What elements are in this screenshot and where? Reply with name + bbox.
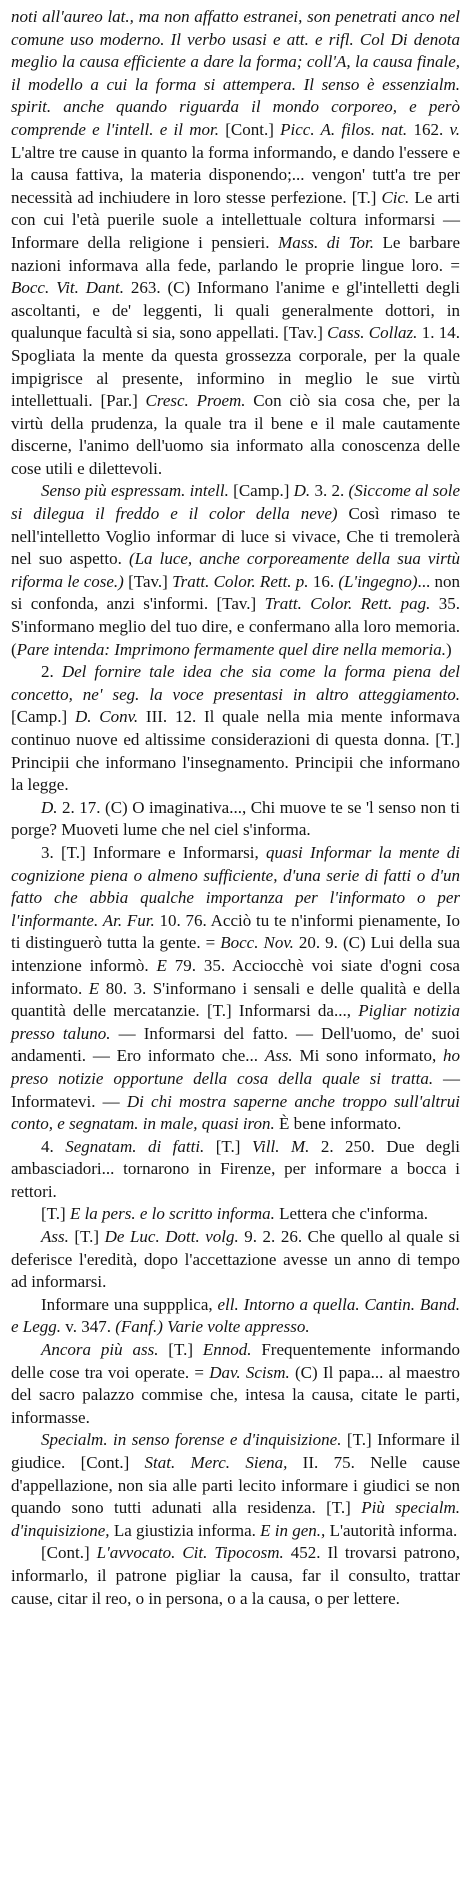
- body-text: [T.]: [204, 1136, 252, 1156]
- body-text: Frequentemente informando delle cose tra voi operate. =: [11, 1340, 461, 1382]
- italic-text: Bocc. Nov.: [220, 933, 294, 953]
- italic-text: Bocc. Vit. Dant.: [11, 278, 125, 298]
- entry-paragraph: [11, 842, 460, 1136]
- body-text: 9. 2. 26. Che quello al quale si deferisce l'eredità, dopo l'accettazione avesse un anno di tempo ad informarsi.: [11, 1227, 460, 1292]
- italic-text: v.: [449, 119, 460, 139]
- body-text: II. 75. Nelle cause d'appellazione, non sia alle parti lecito informare i giudici se non quando sono tutti adunati alla residenza. [T.]: [11, 1453, 461, 1518]
- body-text: Informare una suppplica,: [41, 1294, 218, 1314]
- italic-text: (Siccome al sole si dilegua il freddo e il color della neve): [11, 481, 461, 524]
- entry-paragraph: [11, 1203, 460, 1226]
- entry-paragraph: [11, 480, 460, 661]
- italic-text: Cic.: [381, 187, 410, 207]
- body-text: [Cont.]: [219, 119, 281, 139]
- body-text: 4.: [41, 1136, 66, 1156]
- italic-text: Segnatam. di fatti.: [65, 1136, 205, 1156]
- body-text: — Informarsi del fatto. — Dell'uomo, de' suoi andamenti. — Ero informato che...: [11, 1023, 460, 1066]
- body-text: 3. 2.: [310, 481, 349, 501]
- body-text: 20. 9. (C) Lui della sua intenzione informò.: [11, 933, 460, 975]
- body-text: Mi sono informato,: [292, 1046, 443, 1066]
- italic-text: Cass. Collaz.: [327, 323, 418, 343]
- body-text: 263. (C) Informano l'anime e gl'intelletti degli ascoltanti, e de' leggenti, li quali generalmente dottori, in qualunque facultà si sia, sono appellati. [Tav.]: [11, 278, 460, 343]
- entry-paragraph: [11, 1542, 460, 1610]
- italic-text: E: [156, 955, 167, 975]
- italic-text: Specialm. in senso forense e d'inquisizione.: [41, 1430, 342, 1450]
- body-text: [T.]: [158, 1340, 203, 1360]
- italic-text: Ancora più ass.: [41, 1340, 159, 1360]
- italic-text: Ennod.: [202, 1340, 252, 1360]
- body-text: 79. 35. Acciocchè voi siate d'ogni cosa informato.: [11, 955, 460, 998]
- body-text: [T.] Informare il giudice. [Cont.]: [11, 1430, 460, 1472]
- body-text: [Camp.]: [11, 707, 75, 727]
- body-text: ): [446, 639, 452, 659]
- italic-text: E in gen.,: [260, 1520, 326, 1540]
- body-text: 2.: [41, 662, 62, 682]
- body-text: [T.]: [41, 1204, 70, 1224]
- entry-paragraph: [11, 6, 460, 480]
- body-text: v. 347.: [61, 1317, 116, 1337]
- italic-text: Senso più espressam. intell.: [41, 481, 229, 501]
- body-text: 35. S'informano meglio del tuo dire, e confermano alla loro memoria. (: [11, 594, 461, 659]
- body-text: 80. 3. S'informano i sensali e delle qualità e della quantità delle mercatanzie. [T.] Informarsi da...,: [11, 978, 460, 1021]
- italic-text: noti all'aureo lat., ma non affatto estranei, son penetrati anco nel comune uso moderno. Il verbo usasi e att. e rifl. Col Di denota meglio la causa efficiente a dare la forma; coll'A, la causa finale, il modello a cui la forma si attempera. Il senso è essenzialm. spirit. anche quando riguarda il mondo corporeo, e però comprende e l'intell. e il mor.: [11, 7, 460, 139]
- body-text: 16.: [308, 571, 339, 591]
- entry-paragraph: [11, 1136, 460, 1204]
- italic-text: Ass.: [264, 1046, 293, 1066]
- italic-text: Mass. di Tor.: [278, 232, 374, 252]
- entry-paragraph: [11, 1429, 460, 1542]
- body-text: [Cont.]: [41, 1543, 97, 1563]
- italic-text: Del fornire tale idea che sia come la forma piena del concetto, ne' seg. la voce presentasi in altro atteggiamento.: [11, 662, 460, 704]
- entry-paragraph: [11, 797, 460, 842]
- body-text: 2. 17. (C) O imaginativa..., Chi muove te se 'l senso non ti porge? Muoveti lume che nel ciel s'informa.: [11, 797, 460, 840]
- italic-text: L'avvocato. Cit. Tipocosm.: [96, 1543, 284, 1563]
- body-text: 162.: [407, 119, 450, 139]
- body-text: (C) Il papa... al maestro del sacro palazzo commise che, intesa la causa, citate le parti, informasse.: [11, 1362, 460, 1427]
- body-text: [Tav.]: [123, 571, 173, 591]
- body-text: Così rimaso te nell'intelletto Voglio informar di luce si vivace, Che ti tremolerà nel suo aspetto.: [11, 504, 460, 569]
- entry-paragraph: [11, 661, 460, 797]
- body-text: L'altre tre cause in quanto la forma informando, e dando l'essere e la causa fattiva, la materia disponendo;... vengon' tutt'a tre per necessità ad inchiudere in loro stesse perfezione. [T.]: [11, 142, 460, 207]
- italic-text: D. Conv.: [74, 707, 139, 727]
- italic-text: Dav. Scism.: [209, 1362, 290, 1382]
- body-text: 2. 250. Due degli ambasciadori... tornarono in Firenze, per informare a bocca i rettori.: [11, 1136, 461, 1201]
- body-text: Lettera che c'informa.: [274, 1204, 429, 1224]
- italic-text: Pare intenda: Imprimono fermamente quel dire nella memoria.: [16, 639, 446, 659]
- body-text: ... non si confonda, anzi s'informi. [Tav.]: [11, 571, 460, 614]
- body-text: 10. 76. Acciò tu te n'informi pienamente, Io ti distinguerò tutta la gente. =: [11, 910, 460, 953]
- body-text: La giustizia informa.: [109, 1520, 261, 1540]
- italic-text: E la pers. e lo scritto informa.: [69, 1204, 275, 1224]
- italic-text: Più specialm. d'inquisizione,: [11, 1498, 460, 1540]
- body-text: — Informatevi. —: [11, 1068, 461, 1111]
- body-text: Con ciò sia cosa che, per la virtù della prudenza, la quale tra il bene e il male cautamente discerne, l'animo dell'uomo sia informato alla conoscenza delle cose utili e dilettevoli.: [11, 391, 460, 478]
- body-text: 452. Il trovarsi patrono, informarlo, il patrone pigliar la causa, far il consulto, trattar cause, citar il reo, o in persona, o a la causa, o per lettere.: [11, 1543, 461, 1608]
- entry-paragraph: [11, 1226, 460, 1294]
- body-text: 1. 14. Spogliata la mente da questa grossezza corporale, per la quale impigrisce al presente, informino in meglio le sue virtù intellettuali. [Par.]: [11, 323, 460, 411]
- body-text: [Camp.]: [228, 481, 294, 501]
- entry-paragraph: [11, 1339, 460, 1429]
- italic-text: (L'ingegno): [338, 571, 418, 591]
- italic-text: Tratt. Color. Rett. pag.: [264, 594, 431, 614]
- italic-text: Cresc. Proem.: [145, 391, 246, 411]
- italic-text: D.: [293, 481, 311, 501]
- italic-text: De Luc. Dott. volg.: [104, 1227, 239, 1247]
- entry-paragraph: [11, 1294, 460, 1339]
- italic-text: Stat. Merc. Siena,: [144, 1453, 288, 1472]
- italic-text: Tratt. Color. Rett. p.: [172, 571, 309, 591]
- italic-text: D.: [41, 797, 58, 817]
- italic-text: (La luce, anche corporeamente della sua virtù riforma le cose.): [11, 549, 460, 591]
- body-text: [T.]: [68, 1227, 105, 1247]
- italic-text: Ass.: [41, 1227, 69, 1247]
- body-text: È bene informato.: [274, 1114, 402, 1134]
- body-text: III. 12. Il quale nella mia mente informava continuo nuove ed altissime considerazioni di questa donna. [T.] Principii che informano l'insegnamento. Principii che informano la legge.: [11, 707, 461, 795]
- italic-text: ell. Intorno a quella. Cantin. Band. e Legg.: [11, 1294, 460, 1337]
- italic-text: Vill. M.: [251, 1136, 310, 1156]
- italic-text: E: [88, 978, 100, 998]
- italic-text: quasi Informar la mente di cognizione piena o almeno sufficiente, d'una serie di fatti o d'un fatto che abbia qualche importanza per l'informato o per l'informante. Ar. Fur.: [11, 842, 460, 930]
- italic-text: Pigliar notizia presso taluno.: [11, 1001, 460, 1043]
- body-text: Le arti con cui l'età puerile suole a intellettuale coltura informarsi — Informare della religione i pensieri.: [11, 187, 460, 252]
- body-text: L'autorità informa.: [325, 1520, 458, 1540]
- italic-text: Picc. A. filos. nat.: [280, 119, 408, 139]
- italic-text: Di chi mostra saperne anche troppo sull'altrui conto, e segnatam. in male, quasi iron.: [11, 1091, 460, 1134]
- body-text: 3. [T.] Informare e Informarsi,: [41, 842, 266, 862]
- italic-text: ho preso notizie opportune della cosa della quale si tratta.: [11, 1046, 460, 1088]
- italic-text: (Fanf.) Varie volte appresso.: [115, 1317, 310, 1337]
- body-text: Le barbare nazioni informava alla fede, parlando le proprie lingue loro. =: [11, 232, 460, 275]
